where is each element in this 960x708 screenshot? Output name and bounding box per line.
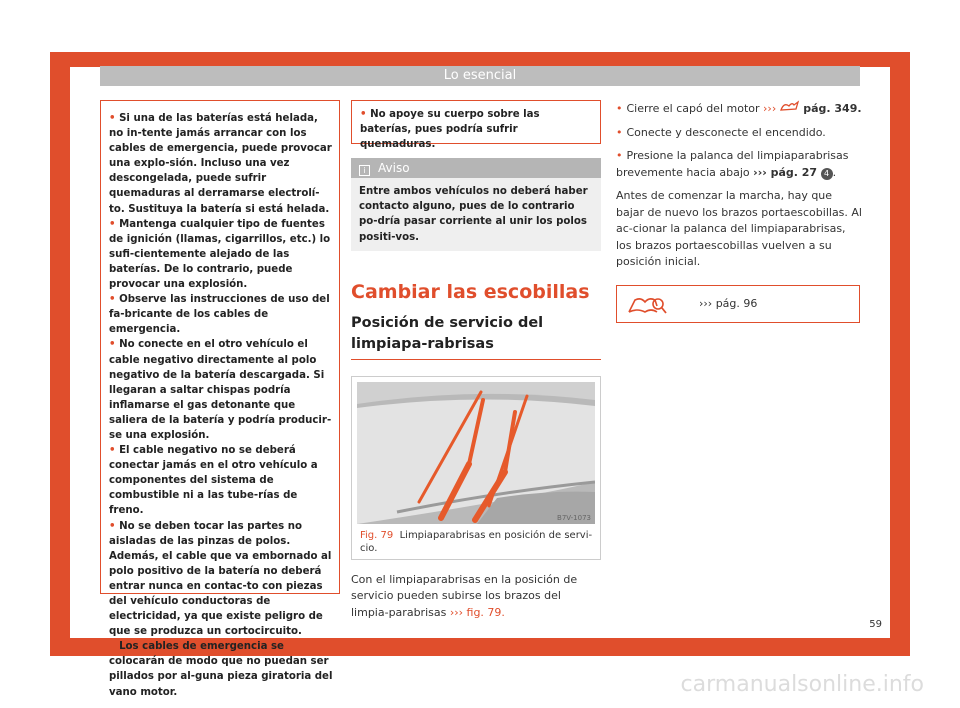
figure <box>351 376 601 560</box>
page-link[interactable]: ››› pág. 27 <box>753 165 818 179</box>
info-icon: i <box>359 165 370 176</box>
column-2 <box>351 100 601 621</box>
reference-box <box>616 285 860 323</box>
wiper-illustration <box>357 382 595 524</box>
warning-item: • Observe las instrucciones de uso del fa-bricante de los cables de emergencia. <box>109 294 330 336</box>
body-paragraph: Con el limpiaparabrisas en la posición de servicio pueden subirse los brazos del limpia-parabrisas ››› fig. 79. <box>351 572 578 619</box>
figure-link[interactable]: ››› fig. 79. <box>449 605 505 619</box>
page-link[interactable]: ››› <box>763 102 777 115</box>
section-header: Lo esencial <box>100 66 860 86</box>
watermark: carmanualsonline.info <box>680 672 924 697</box>
warning-item: • El cable negativo no se deberá conectar jamás en el otro vehículo a componentes del sistema de combustible ni a las tube-rías de freno. <box>109 445 318 517</box>
warning-item: • Mantenga cualquier tipo de fuentes de ignición (llamas, cigarrillos, etc.) lo sufi-cientemente alejado de las baterías. De lo contrario, puede provocar una explosión. <box>109 218 331 291</box>
column-1 <box>100 100 338 698</box>
step-item: • Presione la palanca del limpiaparabrisas brevemente hacia abajo ››› pág. 27 4 . <box>616 149 849 179</box>
warning-item: • No conecte en el otro vehículo el cable negativo directamente al polo negativo de la batería descargada. Si llegaran a saltar chispas podría inflamarse el gas detonante que saliera de la batería y podría producir-se una explosión. <box>109 339 332 441</box>
reference-number-badge: 4 <box>821 168 833 180</box>
book-search-icon <box>627 294 667 316</box>
notice-box <box>351 158 601 251</box>
warning-reference-icon <box>780 100 800 112</box>
paragraph: Antes de comenzar la marcha, hay que bajar de nuevo los brazos portaescobillas. Al ac-cionar la palanca del limpiaparabrisas, los brazos portaescobillas vuelven a su posición inicial. <box>616 189 862 268</box>
figure-caption: Fig. 79 Limpiaparabrisas en posición de servi-cio. <box>360 529 593 554</box>
windshield-wiper-drawing <box>357 382 595 524</box>
notice-text: Entre ambos vehículos no deberá haber contacto alguno, pues de lo contrario po-dría pasar corriente al unir los polos positi-vos. <box>359 186 588 243</box>
section-title: Cambiar las escobillas <box>351 280 590 303</box>
notice-header: i Aviso <box>351 158 601 178</box>
warning-item: • Los cables de emergencia se colocarán de modo que no puedan ser pillados por al-guna pieza giratoria del vano motor. <box>109 641 333 698</box>
warning-item: • No apoye su cuerpo sobre las baterías, pues podría sufrir quemaduras. <box>360 109 540 151</box>
step-item: • Cierre el capó del motor ››› pág. 349. <box>616 102 862 115</box>
warning-item: • No se deben tocar las partes no aisladas de las pinzas de polos. Además, el cable que va embornado al polo positivo de la batería no deberá entrar nunca en contac-to con piezas del vehículo conductoras de electricidad, ya que existe peligro de que se produzca un cortocircuito. <box>109 520 332 638</box>
warning-item: • Si una de las baterías está helada, no in-tente jamás arrancar con los cables de emergencia, puede provocar una explo-sión. Incluso una vez descongelada, puede sufrir quemaduras al derramarse electrolí-to. Sustituya la batería si está helada. <box>109 113 332 215</box>
warning-box-continued <box>351 100 601 151</box>
subsection-title: Posición de servicio del limpiapa-rabrisas <box>351 313 601 360</box>
page-number: 59 <box>869 619 882 630</box>
figure-code: B7V-1073 <box>557 513 591 522</box>
reference-link[interactable]: ››› pág. 96 <box>699 296 758 310</box>
column-3 <box>616 100 862 323</box>
warning-box <box>100 100 340 698</box>
step-item: • Conecte y desconecte el encendido. <box>616 125 826 139</box>
